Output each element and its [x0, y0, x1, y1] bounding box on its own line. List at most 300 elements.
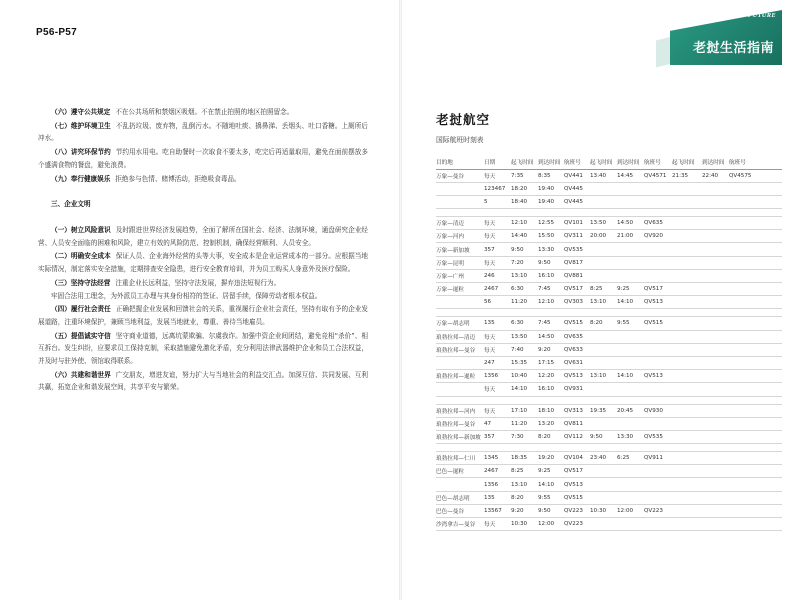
table-cell: 万象—河内	[436, 230, 484, 243]
table-cell	[590, 417, 617, 430]
table-cell: 17:10	[511, 404, 538, 417]
group-separator	[436, 309, 782, 317]
table-cell: 13:20	[538, 417, 564, 430]
table-cell: QV635	[564, 330, 590, 343]
paragraph-label: （七）维护环境卫生	[51, 121, 111, 130]
table-cell: QV930	[644, 404, 672, 417]
paragraph-item	[38, 250, 368, 275]
table-cell: 9:50	[590, 430, 617, 443]
table-cell	[729, 356, 782, 369]
table-cell: 21:35	[672, 169, 702, 182]
paragraph-label: （二）明确安全成本	[51, 252, 111, 261]
table-cell: 16:10	[538, 383, 564, 396]
table-cell	[644, 269, 672, 282]
table-cell	[729, 491, 782, 504]
paragraph-label: （五）提倡诚实守信	[51, 331, 111, 340]
table-cell: 14:40	[511, 230, 538, 243]
table-cell: 13:50	[590, 217, 617, 230]
table-cell	[644, 195, 672, 208]
table-cell: 8:20	[538, 430, 564, 443]
table-cell: QV4575	[729, 169, 782, 182]
table-cell: 7:40	[511, 343, 538, 356]
paragraph-text: 不在公共场所和禁烟区吸烟。不在禁止拍照的地区拍照留念。	[115, 108, 294, 116]
table-cell	[436, 296, 484, 309]
table-cell	[590, 465, 617, 478]
table-cell: 13567	[484, 504, 511, 517]
table-cell	[672, 182, 702, 195]
table-cell	[702, 182, 729, 195]
column-header: 起飞时间	[672, 156, 702, 169]
table-cell	[672, 452, 702, 465]
table-cell: 19:20	[538, 452, 564, 465]
table-row	[436, 343, 782, 356]
table-cell: 8:20	[590, 317, 617, 330]
table-cell: 9:50	[538, 256, 564, 269]
table-cell: 14:10	[617, 296, 644, 309]
column-header: 起飞时间	[511, 156, 538, 169]
table-cell: 巴色—胡志明	[436, 491, 484, 504]
table-row	[436, 356, 782, 369]
timetable-header	[436, 156, 782, 169]
table-cell	[672, 417, 702, 430]
table-cell	[702, 283, 729, 296]
table-cell: 琅勃拉邦—仁川	[436, 452, 484, 465]
table-cell	[729, 452, 782, 465]
table-cell: 13:30	[617, 430, 644, 443]
table-cell: 12:00	[617, 504, 644, 517]
table-row	[436, 169, 782, 182]
paragraph-text: 不乱扔垃圾、废弃物，乱倒污水。不随地吐痰、擤鼻涕、丢烟头、吐口香糖。上厕所后冲水。	[38, 121, 369, 143]
table-cell: 每天	[484, 404, 511, 417]
table-row	[436, 269, 782, 282]
table-cell	[672, 269, 702, 282]
table-cell	[644, 356, 672, 369]
table-cell: 万象—昆明	[436, 256, 484, 269]
table-cell	[672, 330, 702, 343]
table-cell: 14:10	[511, 383, 538, 396]
table-cell	[702, 465, 729, 478]
table-row	[436, 504, 782, 517]
table-cell	[644, 343, 672, 356]
table-cell	[672, 383, 702, 396]
table-row	[436, 195, 782, 208]
column-header: 日期	[484, 156, 511, 169]
table-cell	[729, 330, 782, 343]
table-cell: 10:40	[511, 370, 538, 383]
table-cell	[702, 217, 729, 230]
table-cell: 20:00	[590, 230, 617, 243]
table-cell	[729, 296, 782, 309]
paragraph-text: 拒绝参与色情、赌博活动，拒绝吸食毒品。	[115, 174, 241, 183]
table-cell	[644, 330, 672, 343]
table-cell	[672, 491, 702, 504]
table-cell: QV920	[644, 230, 672, 243]
table-cell	[702, 343, 729, 356]
table-cell	[672, 283, 702, 296]
table-cell: 万象—曼谷	[436, 169, 484, 182]
table-cell: 13:40	[590, 169, 617, 182]
table-cell	[729, 417, 782, 430]
table-cell	[644, 383, 672, 396]
table-cell: 14:50	[538, 330, 564, 343]
table-cell: 18:20	[511, 182, 538, 195]
table-cell	[729, 230, 782, 243]
table-cell	[729, 343, 782, 356]
table-cell	[617, 256, 644, 269]
table-cell: 14:50	[617, 217, 644, 230]
table-cell: 14:10	[617, 370, 644, 383]
table-cell: QV441	[564, 169, 590, 182]
table-cell: QV445	[564, 182, 590, 195]
table-cell	[702, 417, 729, 430]
timetable-body	[436, 169, 782, 531]
paragraph-label: （六）共建和谐世界	[51, 370, 111, 379]
table-cell	[729, 478, 782, 491]
table-cell: 13:10	[590, 370, 617, 383]
table-cell: 6:30	[511, 317, 538, 330]
table-cell: 每天	[484, 256, 511, 269]
group-separator	[436, 444, 782, 452]
table-cell: QV911	[644, 452, 672, 465]
table-cell	[644, 417, 672, 430]
paragraph-label: （八）讲究环保节约	[51, 148, 111, 157]
table-cell: 18:40	[511, 195, 538, 208]
paragraph-item	[38, 303, 368, 328]
table-cell: 15:50	[538, 230, 564, 243]
table-cell: 每天	[484, 343, 511, 356]
table-cell: 19:40	[538, 182, 564, 195]
table-cell	[672, 230, 702, 243]
paragraph-text: 正确把握企业发展和回馈社会的关系，重视履行企业社会责任，坚持有取有予的企业发展道路，注重环境保护，兼顾当地利益，发展当地就业，尊重、善待当地雇员。	[38, 305, 369, 326]
table-row	[436, 417, 782, 430]
table-cell	[617, 491, 644, 504]
table-cell: 琅勃拉邦—新加坡	[436, 430, 484, 443]
table-cell: QV515	[564, 317, 590, 330]
paragraph-item	[38, 369, 368, 394]
table-cell: QV445	[564, 195, 590, 208]
table-cell	[617, 182, 644, 195]
section-title: 三、企业文明	[51, 200, 91, 209]
table-cell	[672, 370, 702, 383]
table-cell	[436, 195, 484, 208]
table-cell: 10:30	[590, 504, 617, 517]
paragraph-label: （六）遵守公共规定	[51, 108, 111, 116]
table-cell	[729, 243, 782, 256]
table-cell: 1356	[484, 370, 511, 383]
paragraph-text: 广交朋友，增进友谊，努力扩大与当地社会的利益交汇点。加深互信、共同发展、互利共赢，拓宽企业和谐发展空间，共享平安与繁荣。	[38, 370, 369, 392]
table-row	[436, 230, 782, 243]
table-cell: 17:15	[538, 356, 564, 369]
table-cell: 7:20	[511, 256, 538, 269]
table-cell	[729, 465, 782, 478]
table-cell: QV104	[564, 452, 590, 465]
table-cell: 22:40	[702, 169, 729, 182]
table-cell: 9:55	[538, 491, 564, 504]
separator-cell	[436, 396, 782, 404]
column-header: 航班号	[644, 156, 672, 169]
table-cell	[590, 356, 617, 369]
table-cell: QV223	[564, 518, 590, 531]
table-cell	[672, 465, 702, 478]
table-cell	[729, 518, 782, 531]
table-cell: 万象—胡志明	[436, 317, 484, 330]
table-cell	[672, 317, 702, 330]
table-row	[436, 296, 782, 309]
table-cell: 7:45	[538, 317, 564, 330]
paragraph-item	[38, 277, 368, 290]
table-cell: 每天	[484, 383, 511, 396]
column-header: 到达时间	[617, 156, 644, 169]
table-cell	[617, 417, 644, 430]
table-cell: 15:35	[511, 356, 538, 369]
table-cell: QV517	[564, 465, 590, 478]
paragraph-text: 及时跟进世界经济发展趋势，全面了解所在国社会、经济、法制环境，通盘研究企业经营、人员安全面临的困难和风险，建立有效的风险防范、控制机制，确保经营顺利、人员安全。	[38, 225, 369, 247]
table-cell: QV513	[644, 296, 672, 309]
plain-paragraph: 牢固合法用工理念，为外派员工办理与其身份相符的签证、居留手续，保障劳动者根本权益。	[51, 292, 322, 301]
table-cell: 2467	[484, 465, 511, 478]
table-cell: 巴色—曼谷	[436, 504, 484, 517]
table-row	[436, 317, 782, 330]
paragraph-item	[38, 106, 368, 119]
table-row	[436, 370, 782, 383]
table-cell: 12:20	[538, 370, 564, 383]
table-cell: 琅勃拉邦—曼谷	[436, 417, 484, 430]
table-cell	[590, 195, 617, 208]
table-cell	[702, 518, 729, 531]
table-cell: 16:10	[538, 269, 564, 282]
table-cell: 12:00	[538, 518, 564, 531]
table-cell	[702, 269, 729, 282]
table-cell	[644, 465, 672, 478]
table-cell	[590, 330, 617, 343]
table-cell: 9:25	[538, 465, 564, 478]
table-cell	[672, 296, 702, 309]
page-number-label: P56-P57	[36, 27, 78, 38]
table-cell	[672, 356, 702, 369]
table-cell	[644, 518, 672, 531]
table-cell: 13:30	[538, 243, 564, 256]
table-cell	[702, 452, 729, 465]
table-row	[436, 518, 782, 531]
table-row	[436, 383, 782, 396]
table-cell	[644, 256, 672, 269]
table-cell	[617, 269, 644, 282]
table-cell	[729, 383, 782, 396]
flight-timetable	[436, 156, 782, 531]
table-cell	[436, 356, 484, 369]
table-row	[436, 330, 782, 343]
table-cell: 56	[484, 296, 511, 309]
table-cell: QV513	[564, 370, 590, 383]
table-row	[436, 404, 782, 417]
table-cell	[436, 478, 484, 491]
table-cell: QV515	[564, 491, 590, 504]
table-cell: 123467	[484, 182, 511, 195]
table-cell	[729, 256, 782, 269]
table-cell: 每天	[484, 330, 511, 343]
table-cell: QV535	[564, 243, 590, 256]
table-cell: 246	[484, 269, 511, 282]
table-cell: 135	[484, 317, 511, 330]
table-cell	[729, 283, 782, 296]
table-cell	[702, 383, 729, 396]
table-row	[436, 478, 782, 491]
table-cell: QV535	[644, 430, 672, 443]
table-cell	[702, 430, 729, 443]
table-cell	[702, 195, 729, 208]
table-cell: QV931	[564, 383, 590, 396]
table-cell: 每天	[484, 217, 511, 230]
table-row	[436, 430, 782, 443]
table-cell: QV811	[564, 417, 590, 430]
table-cell	[672, 404, 702, 417]
table-cell	[672, 195, 702, 208]
table-cell: 19:40	[538, 195, 564, 208]
table-cell	[729, 430, 782, 443]
table-cell	[436, 182, 484, 195]
table-row	[436, 283, 782, 296]
table-cell: 9:55	[617, 317, 644, 330]
table-cell: 琅勃拉邦—暹粒	[436, 370, 484, 383]
table-cell: 5	[484, 195, 511, 208]
table-cell: 8:35	[538, 169, 564, 182]
paragraph-text: 保证人员、企业海外经营的头等大事，安全成本是企业运营成本的一部分。应根据当地实际情况，制定落实安全措施，定期排查安全隐患，进行安全教育培训，并为员工购买人身意外及医疗保险。	[38, 252, 369, 274]
table-cell: QV517	[564, 283, 590, 296]
timetable-subtitle: 国际航班时刻表	[436, 136, 484, 144]
table-cell: 11:20	[511, 417, 538, 430]
table-cell: 247	[484, 356, 511, 369]
enterprise-items-2	[38, 303, 368, 394]
separator-cell	[436, 444, 782, 452]
table-cell	[590, 491, 617, 504]
table-cell	[702, 478, 729, 491]
table-cell: 9:25	[617, 283, 644, 296]
table-cell: 2467	[484, 283, 511, 296]
table-cell	[617, 343, 644, 356]
column-header: 起飞时间	[590, 156, 617, 169]
group-separator	[436, 396, 782, 404]
table-cell: 琅勃拉邦—曼谷	[436, 343, 484, 356]
table-cell: 9:20	[538, 343, 564, 356]
table-cell: 琅勃拉邦—清迈	[436, 330, 484, 343]
table-cell: QV635	[644, 217, 672, 230]
table-cell: 135	[484, 491, 511, 504]
table-cell: 13:10	[590, 296, 617, 309]
conduct-items	[38, 106, 368, 185]
table-cell: 1345	[484, 452, 511, 465]
table-cell: 7:45	[538, 283, 564, 296]
table-cell: QV101	[564, 217, 590, 230]
table-cell	[672, 430, 702, 443]
table-cell: QV633	[564, 343, 590, 356]
table-cell: 9:50	[538, 504, 564, 517]
table-cell: 琅勃拉邦—河内	[436, 404, 484, 417]
table-cell	[617, 518, 644, 531]
table-cell	[672, 504, 702, 517]
paragraph-item	[38, 224, 368, 249]
table-cell: 14:45	[617, 169, 644, 182]
table-cell	[590, 383, 617, 396]
table-cell	[644, 478, 672, 491]
table-cell: 万象—新加坡	[436, 243, 484, 256]
table-cell	[590, 256, 617, 269]
table-cell: 10:30	[511, 518, 538, 531]
table-cell	[702, 256, 729, 269]
table-cell: 每天	[484, 230, 511, 243]
table-cell	[672, 478, 702, 491]
table-cell	[617, 195, 644, 208]
paragraph-text: 坚守商业道德，远离坑蒙欺骗、尔虞我诈。加强中资企业间团结，避免竞相“杀价”、相互拆台。发生纠纷，应要求员工保持克制，采取措施避免激化矛盾，充分利用法律武器维护企业和员工合法权益，并及时与驻外使、领馆取得联系。	[38, 331, 368, 365]
table-cell	[729, 504, 782, 517]
table-cell	[672, 343, 702, 356]
table-cell: 12:10	[511, 217, 538, 230]
table-cell: QV313	[564, 404, 590, 417]
table-cell	[702, 317, 729, 330]
table-cell: 12:10	[538, 296, 564, 309]
table-cell: 14:10	[538, 478, 564, 491]
table-cell	[590, 243, 617, 256]
table-cell: 沙湾拿吉—曼谷	[436, 518, 484, 531]
table-cell	[702, 330, 729, 343]
table-cell	[590, 478, 617, 491]
table-cell	[617, 478, 644, 491]
table-cell: 357	[484, 243, 511, 256]
table-cell: 8:25	[511, 465, 538, 478]
table-cell: QV223	[564, 504, 590, 517]
table-cell: 6:30	[511, 283, 538, 296]
table-cell	[702, 404, 729, 417]
table-cell: 7:30	[511, 430, 538, 443]
table-cell	[702, 491, 729, 504]
table-cell: 6:25	[617, 452, 644, 465]
table-cell: QV513	[564, 478, 590, 491]
table-cell	[702, 504, 729, 517]
airline-title: 老挝航空	[436, 112, 491, 127]
table-cell: 18:35	[511, 452, 538, 465]
table-cell: QV311	[564, 230, 590, 243]
table-cell: 18:10	[538, 404, 564, 417]
group-separator	[436, 209, 782, 217]
table-cell	[617, 330, 644, 343]
table-row	[436, 182, 782, 195]
table-cell: 8:25	[590, 283, 617, 296]
table-cell: QV4571	[644, 169, 672, 182]
paragraph-label: （九）奉行健康娱乐	[51, 174, 111, 183]
table-cell	[672, 256, 702, 269]
table-cell	[617, 383, 644, 396]
table-cell: 巴色—暹粒	[436, 465, 484, 478]
table-cell	[590, 269, 617, 282]
table-cell	[702, 243, 729, 256]
column-header: 航班号	[729, 156, 782, 169]
table-cell	[702, 296, 729, 309]
left-page-text	[38, 106, 368, 395]
table-cell: QV515	[644, 317, 672, 330]
banner-title: 老挝生活指南	[692, 41, 774, 56]
table-cell: QV817	[564, 256, 590, 269]
table-cell	[702, 230, 729, 243]
table-cell	[729, 182, 782, 195]
separator-cell	[436, 309, 782, 317]
paragraph-item	[38, 330, 368, 368]
table-cell: QV631	[564, 356, 590, 369]
table-row	[436, 243, 782, 256]
table-cell: QV517	[644, 283, 672, 296]
table-cell	[644, 491, 672, 504]
table-cell: 万象—清迈	[436, 217, 484, 230]
table-cell	[644, 243, 672, 256]
table-cell	[590, 518, 617, 531]
